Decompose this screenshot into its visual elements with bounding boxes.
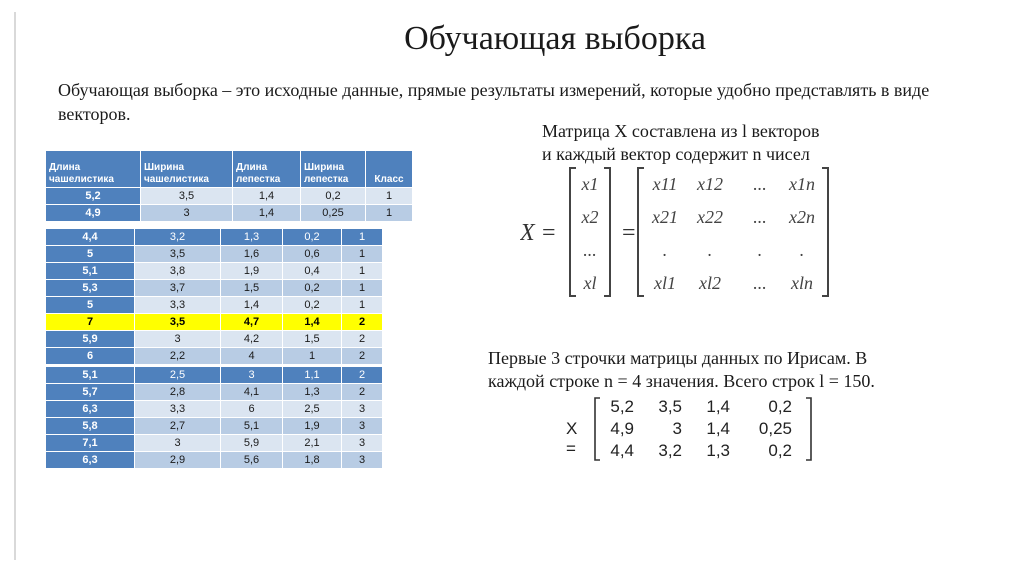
table-cell: 2 bbox=[342, 348, 383, 365]
table-cell: 3 bbox=[221, 367, 283, 384]
table-cell: 3 bbox=[135, 331, 221, 348]
table-row bbox=[46, 384, 383, 401]
matrix-entry: ... bbox=[753, 174, 767, 194]
table-cell: 4 bbox=[221, 348, 283, 365]
matrix-entry: x12 bbox=[697, 174, 723, 194]
numeric-matrix-entry: 1,4 bbox=[706, 419, 730, 438]
numeric-matrix-entry: 1,3 bbox=[706, 441, 730, 460]
table-cell: 0,2 bbox=[283, 280, 342, 297]
table-cell: 1 bbox=[342, 229, 383, 246]
table-row bbox=[46, 452, 383, 469]
table-cell: 4,1 bbox=[221, 384, 283, 401]
table-cell: 4,7 bbox=[221, 314, 283, 331]
table-cell: 1 bbox=[342, 280, 383, 297]
table-cell: 0,2 bbox=[283, 229, 342, 246]
table-cell: 2,8 bbox=[135, 384, 221, 401]
table-cell: 1,4 bbox=[233, 205, 301, 222]
table-row bbox=[46, 435, 383, 452]
table-row bbox=[46, 263, 383, 280]
table-cell: 1,4 bbox=[283, 314, 342, 331]
table-cell: 5,2 bbox=[46, 188, 141, 205]
numeric-matrix-entry: 5,2 bbox=[610, 397, 634, 416]
table-cell: 2,5 bbox=[283, 401, 342, 418]
table-cell: 3 bbox=[141, 205, 233, 222]
table-row bbox=[46, 331, 383, 348]
iris-table-setosa bbox=[45, 228, 383, 365]
table-cell: 0,25 bbox=[301, 205, 366, 222]
table-cell: 0,2 bbox=[283, 297, 342, 314]
numeric-matrix-entry: 1,4 bbox=[706, 397, 730, 416]
table-cell: 2,7 bbox=[135, 418, 221, 435]
table-row bbox=[46, 367, 383, 384]
table-cell: 6 bbox=[46, 348, 135, 365]
table-cell: 2 bbox=[342, 331, 383, 348]
iris-caption-line-2: каждой строке n = 4 значения. Всего строк l = 150. bbox=[488, 371, 875, 391]
table-cell: 1 bbox=[342, 246, 383, 263]
table-row bbox=[46, 314, 383, 331]
matrix-entry: . bbox=[707, 240, 713, 260]
table-cell: 5,3 bbox=[46, 280, 135, 297]
table-cell: 3 bbox=[342, 418, 383, 435]
table-row bbox=[46, 229, 383, 246]
table-cell: 1,3 bbox=[283, 384, 342, 401]
table-cell: 2 bbox=[342, 384, 383, 401]
numeric-matrix-entry: 0,2 bbox=[768, 441, 792, 460]
matrix-entry: x2n bbox=[789, 207, 815, 227]
table-row bbox=[46, 188, 413, 205]
table-cell: 3,5 bbox=[135, 246, 221, 263]
matrix-entry: . bbox=[799, 240, 805, 260]
column-header: Длина чашелистика bbox=[46, 151, 141, 188]
matrix-entry: x21 bbox=[652, 207, 678, 227]
table-row bbox=[46, 401, 383, 418]
matrix-entry: ... bbox=[753, 207, 767, 227]
table-cell: 3,5 bbox=[135, 314, 221, 331]
table-cell: 3 bbox=[342, 401, 383, 418]
matrix-entry: . bbox=[662, 240, 668, 260]
table-cell: 3 bbox=[342, 452, 383, 469]
table-cell: 5,7 bbox=[46, 384, 135, 401]
table-cell: 6,3 bbox=[46, 452, 135, 469]
table-cell: 3,2 bbox=[135, 229, 221, 246]
table-cell: 3,7 bbox=[135, 280, 221, 297]
table-row bbox=[46, 348, 383, 365]
table-row bbox=[46, 246, 383, 263]
numeric-matrix-lhs: X = bbox=[566, 419, 578, 458]
table-cell: 3 bbox=[135, 435, 221, 452]
intro-text: Обучающая выборка – это исходные данные, прямые результаты измерений, которые удобно представлять в виде векторов. bbox=[58, 80, 930, 124]
matrix-lhs: X bbox=[520, 220, 535, 246]
table-cell: 1,5 bbox=[283, 331, 342, 348]
equals-sign: = bbox=[542, 220, 556, 246]
column-header: Длина лепестка bbox=[233, 151, 301, 188]
numeric-matrix-entry: 3,2 bbox=[658, 441, 682, 460]
vector-bracket-left bbox=[570, 168, 576, 296]
iris-caption-line-1: Первые 3 строчки матрицы данных по Ирисам. В bbox=[488, 348, 868, 368]
table-cell: 4,2 bbox=[221, 331, 283, 348]
numeric-matrix-entry: 3 bbox=[672, 419, 682, 438]
table-cell: 3 bbox=[342, 435, 383, 452]
column-header: Ширина чашелистика bbox=[141, 151, 233, 188]
vector-entry: ... bbox=[583, 240, 597, 260]
numeric-matrix-entry: 0,25 bbox=[758, 419, 792, 438]
table-cell: 1 bbox=[283, 348, 342, 365]
table-cell: 1,8 bbox=[283, 452, 342, 469]
matrix-entry: xl2 bbox=[699, 273, 721, 293]
table-cell: 2,2 bbox=[135, 348, 221, 365]
table-cell: 1 bbox=[366, 205, 413, 222]
table-cell: 5,8 bbox=[46, 418, 135, 435]
table-cell: 1 bbox=[342, 297, 383, 314]
matrix-entry: x22 bbox=[697, 207, 723, 227]
matrix-caption bbox=[542, 120, 820, 166]
matrix-entry: ... bbox=[753, 273, 767, 293]
table-cell: 5,6 bbox=[221, 452, 283, 469]
table-cell: 1,9 bbox=[283, 418, 342, 435]
table-cell: 1,1 bbox=[283, 367, 342, 384]
table-cell: 5 bbox=[46, 246, 135, 263]
matrix-entry: x1n bbox=[789, 174, 815, 194]
vector-entry: x1 bbox=[581, 174, 599, 194]
numeric-matrix-entry: 4,9 bbox=[610, 419, 634, 438]
table-cell: 2,5 bbox=[135, 367, 221, 384]
table-cell: 6,3 bbox=[46, 401, 135, 418]
table-cell: 5 bbox=[46, 297, 135, 314]
table-cell: 5,9 bbox=[46, 331, 135, 348]
numeric-matrix-entry: 0,2 bbox=[768, 397, 792, 416]
table-cell: 3,3 bbox=[135, 401, 221, 418]
table-cell: 1,5 bbox=[221, 280, 283, 297]
table-cell: 1,6 bbox=[221, 246, 283, 263]
matrix-caption-line-2: и каждый вектор содержит n чисел bbox=[542, 144, 810, 164]
table-cell: 1,3 bbox=[221, 229, 283, 246]
table-cell: 5,1 bbox=[221, 418, 283, 435]
matrix-caption-line-1: Матрица X составлена из l векторов bbox=[542, 121, 820, 141]
vector-entry: xl bbox=[583, 273, 597, 293]
matrix-bracket-right bbox=[822, 168, 828, 296]
table-row bbox=[46, 418, 383, 435]
table-cell: 5,1 bbox=[46, 367, 135, 384]
table-cell: 1 bbox=[366, 188, 413, 205]
table-cell: 3,3 bbox=[135, 297, 221, 314]
table-cell: 2,9 bbox=[135, 452, 221, 469]
iris-caption bbox=[488, 347, 875, 393]
matrix-entry: x11 bbox=[652, 174, 678, 194]
table-row bbox=[46, 297, 383, 314]
column-header: Класс bbox=[366, 151, 413, 188]
table-cell: 1,9 bbox=[221, 263, 283, 280]
table-cell: 4,4 bbox=[46, 229, 135, 246]
table-cell: 0,4 bbox=[283, 263, 342, 280]
table-cell: 3,8 bbox=[135, 263, 221, 280]
table-cell: 1,4 bbox=[233, 188, 301, 205]
table-cell: 4,9 bbox=[46, 205, 141, 222]
table-cell: 2 bbox=[342, 367, 383, 384]
table-cell: 2 bbox=[342, 314, 383, 331]
vector-entry: x2 bbox=[581, 207, 599, 227]
table-row bbox=[46, 205, 413, 222]
table-cell: 7 bbox=[46, 314, 135, 331]
matrix-entry: . bbox=[757, 240, 763, 260]
matrix-entry: xl1 bbox=[654, 273, 676, 293]
matrix-bracket-left bbox=[638, 168, 644, 296]
page-title: Обучающая выборка bbox=[404, 20, 706, 57]
table-cell: 5,1 bbox=[46, 263, 135, 280]
equals-sign-2: = bbox=[622, 220, 636, 246]
table-cell: 1 bbox=[342, 263, 383, 280]
table-cell: 7,1 bbox=[46, 435, 135, 452]
table-cell: 1,4 bbox=[221, 297, 283, 314]
vector-bracket-right bbox=[604, 168, 610, 296]
left-rule bbox=[14, 12, 16, 560]
table-row bbox=[46, 280, 383, 297]
numeric-matrix-entry: 4,4 bbox=[610, 441, 634, 460]
table-cell: 6 bbox=[221, 401, 283, 418]
matrix-entry: xln bbox=[791, 273, 813, 293]
iris-table-head bbox=[45, 150, 413, 222]
table-cell: 0,6 bbox=[283, 246, 342, 263]
table-cell: 5,9 bbox=[221, 435, 283, 452]
table-cell: 2,1 bbox=[283, 435, 342, 452]
numeric-matrix-entry: 3,5 bbox=[658, 397, 682, 416]
table-cell: 3,5 bbox=[141, 188, 233, 205]
table-cell: 0,2 bbox=[301, 188, 366, 205]
symbolic-matrix bbox=[520, 162, 840, 302]
column-header: Ширина лепестка bbox=[301, 151, 366, 188]
iris-table-other bbox=[45, 366, 383, 469]
